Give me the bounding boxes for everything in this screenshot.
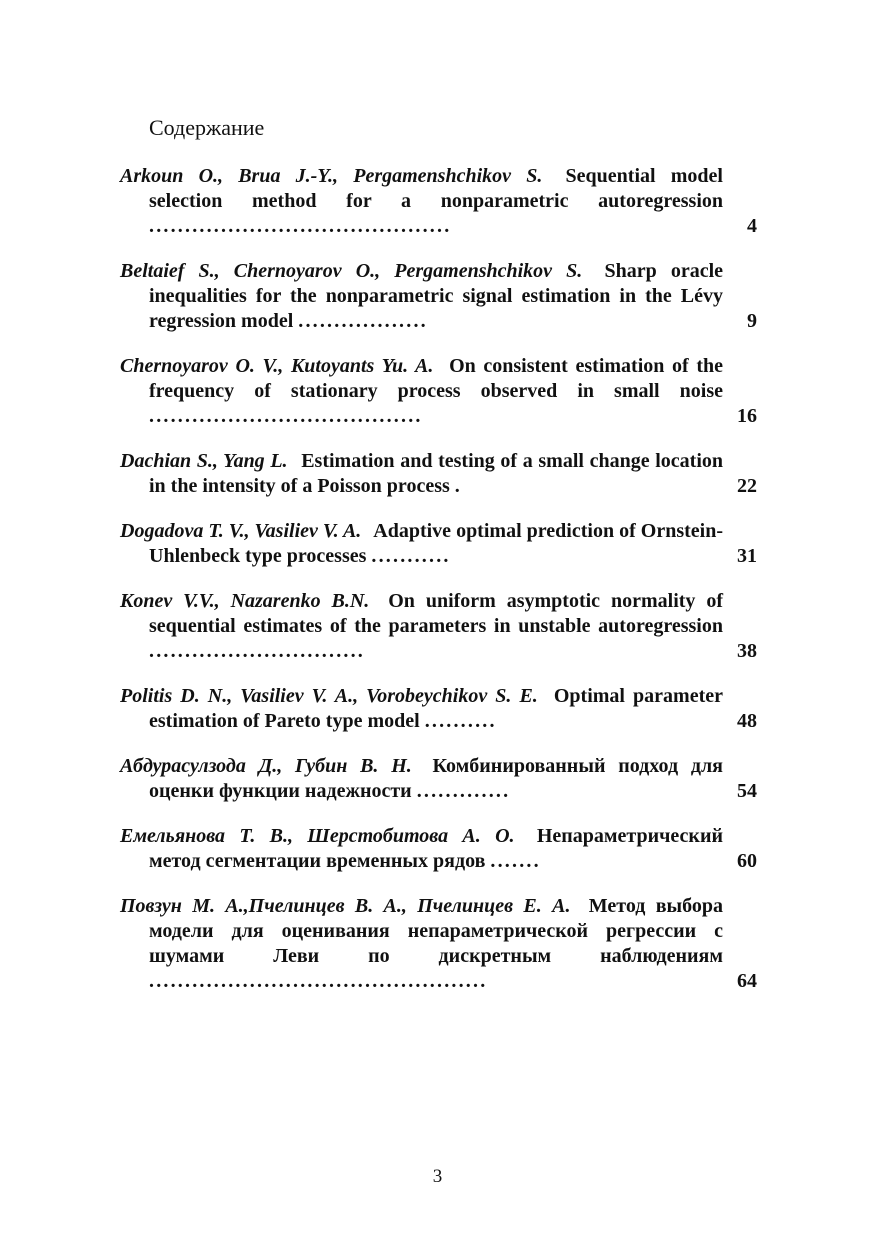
toc-entry-page: 4	[747, 215, 757, 237]
toc-entry-authors: Абдурасулзода Д., Губин В. Н.	[120, 755, 412, 777]
toc-entry-leader: ..........	[424, 710, 497, 732]
toc-entry-leader: .............	[416, 780, 511, 802]
toc-entry-title: On uniform asymptotic normality of sequential estimates of the parameters in unstable autoregression	[149, 590, 723, 637]
toc-entry-leader: .......	[490, 850, 541, 872]
toc-entry-title: Комбинированный подход для оценки функции надежности	[149, 755, 723, 802]
toc-entry-text	[120, 824, 723, 874]
toc-entry-authors: Arkoun O., Brua J.-Y., Pergamenshchikov S.	[120, 165, 543, 187]
toc-entry-4[interactable]	[120, 449, 757, 499]
toc-entry-leader: ..........................................	[149, 215, 452, 237]
toc-entry-title: Sharp oracle inequalities for the nonparametric signal estimation in the Lévy regression model	[149, 260, 724, 332]
page-number: 3	[432, 1166, 443, 1187]
toc-entry-text	[120, 684, 723, 734]
toc-entry-7[interactable]	[120, 684, 757, 734]
toc-entry-page: 38	[737, 640, 757, 662]
toc-entry-leader: ......................................	[149, 405, 423, 427]
toc-entry-text	[120, 449, 723, 499]
toc-entry-6[interactable]	[120, 589, 757, 664]
toc-entry-authors: Dachian S., Yang L.	[120, 450, 288, 472]
toc-entry-2[interactable]	[120, 259, 757, 334]
toc-entry-leader: ...............................................	[149, 970, 488, 992]
toc-entry-text	[120, 894, 723, 994]
toc-entry-page: 64	[737, 970, 757, 992]
toc-entry-page: 9	[747, 310, 757, 332]
toc-entry-1[interactable]	[120, 164, 757, 239]
toc-entry-title: Sequential model selection method for a nonparametric autoregression	[149, 165, 723, 212]
toc-entry-text	[120, 589, 723, 664]
toc-entry-page: 48	[737, 710, 757, 732]
toc-entry-authors: Емельянова Т. В., Шерстобитова А. О.	[120, 825, 515, 847]
table-of-contents	[120, 164, 757, 1014]
toc-entry-leader: .	[454, 475, 462, 497]
toc-entry-leader: ..................	[298, 310, 428, 332]
toc-entry-authors: Politis D. N., Vasiliev V. A., Vorobeychikov S. E.	[120, 685, 538, 707]
toc-entry-title: On consistent estimation of the frequency of stationary process observed in small noise	[149, 355, 724, 402]
toc-entry-8[interactable]	[120, 754, 757, 804]
toc-entry-page: 60	[737, 850, 757, 872]
toc-entry-text	[120, 259, 723, 334]
toc-entry-authors: Chernoyarov O. V., Kutoyants Yu. A.	[120, 355, 434, 377]
toc-entry-text	[120, 354, 723, 429]
toc-entry-leader: ...........	[371, 545, 451, 567]
toc-entry-text	[120, 164, 723, 239]
toc-entry-title: Adaptive optimal prediction of Ornstein-Uhlenbeck type processes	[149, 520, 723, 567]
toc-entry-authors: Повзун М. А.,Пчелинцев В. А., Пчелинцев Е. А.	[120, 895, 571, 917]
toc-entry-page: 54	[737, 780, 757, 802]
toc-entry-5[interactable]	[120, 519, 757, 569]
toc-entry-title: Optimal parameter estimation of Pareto type model	[149, 685, 723, 732]
toc-entry-page: 31	[737, 545, 757, 567]
toc-entry-title: Estimation and testing of a small change location in the intensity of a Poisson process	[149, 450, 723, 497]
toc-entry-3[interactable]	[120, 354, 757, 429]
toc-entry-text	[120, 519, 723, 569]
toc-entry-9[interactable]	[120, 824, 757, 874]
toc-entry-title: Непараметрический метод сегментации временных рядов	[149, 825, 723, 872]
toc-entry-authors: Dogadova T. V., Vasiliev V. A.	[120, 520, 362, 542]
toc-entry-page: 22	[737, 475, 757, 497]
toc-entry-page: 16	[737, 405, 757, 427]
toc-entry-leader: ..............................	[149, 640, 365, 662]
toc-entry-title: Метод выбора модели для оценивания непараметрической регрессии с шумами Леви по дискретным наблюдениям	[149, 895, 724, 967]
toc-entry-text	[120, 754, 723, 804]
toc-heading: Содержание	[149, 115, 265, 140]
toc-entry-10[interactable]	[120, 894, 757, 994]
toc-entry-authors: Konev V.V., Nazarenko B.N.	[120, 590, 370, 612]
toc-entry-authors: Beltaief S., Chernoyarov O., Pergamenshchikov S.	[120, 260, 583, 282]
